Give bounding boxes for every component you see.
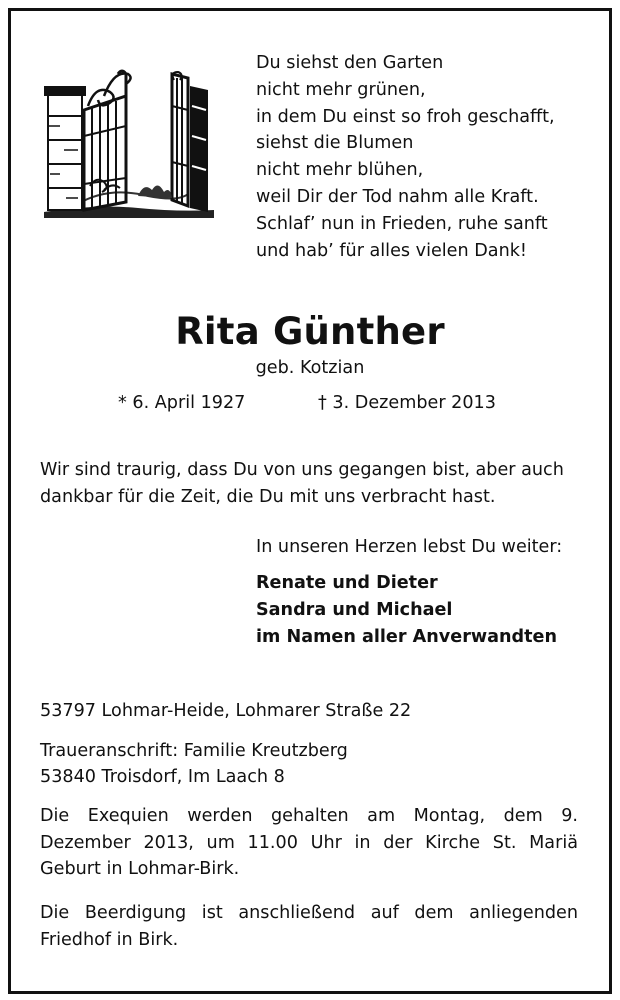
farewell-message	[40, 457, 564, 511]
poem-line: Du siehst den Garten	[256, 53, 444, 73]
burial-notice: Die Beerdigung ist anschließend auf dem anliegenden Friedhof in Birk.	[40, 903, 578, 950]
mourning-address	[40, 738, 348, 790]
birth-name: geb. Kotzian	[255, 358, 365, 378]
message-line: Wir sind traurig, dass Du von uns gegangen bist, aber auch	[40, 460, 564, 480]
poem-line: weil Dir der Tod nahm alle Kraft.	[256, 186, 539, 207]
mourner-name: im Namen aller Anverwandten	[256, 627, 558, 647]
mourner-name: Renate und Dieter	[256, 573, 438, 593]
mourners-intro: In unseren Herzen lebst Du weiter:	[256, 537, 563, 557]
deceased-name: Rita Günther	[175, 310, 445, 353]
mailing-line: Traueranschrift: Familie Kreutzberg	[40, 741, 348, 761]
poem-line: Schlaf’ nun in Frieden, ruhe sanft	[256, 213, 548, 234]
poem-line: nicht mehr blühen,	[256, 160, 424, 181]
exequien-notice: Die Exequien werden gehalten am Montag, dem 9. Dezember 2013, um 11.00 Uhr in der Kirche St. Mariä Geburt in Lohmar-Birk.	[40, 806, 578, 879]
residence-address: 53797 Lohmar-Heide, Lohmarer Straße 22	[40, 701, 412, 721]
mailing-line: 53840 Troisdorf, Im Laach 8	[40, 767, 285, 787]
death-date: † 3. Dezember 2013	[318, 393, 496, 413]
mourner-name: Sandra und Michael	[256, 600, 453, 620]
poem-line: in dem Du einst so froh geschafft,	[256, 106, 555, 127]
poem-line: und hab’ für alles vielen Dank!	[256, 240, 527, 261]
birth-date: * 6. April 1927	[118, 393, 246, 413]
garden-gate-illustration	[38, 66, 216, 222]
poem-line: siehst die Blumen	[256, 133, 414, 154]
poem	[256, 50, 555, 264]
message-line: dankbar für die Zeit, die Du mit uns verbracht hast.	[40, 487, 496, 507]
poem-line: nicht mehr grünen,	[256, 79, 426, 100]
mourners-list	[256, 570, 557, 651]
